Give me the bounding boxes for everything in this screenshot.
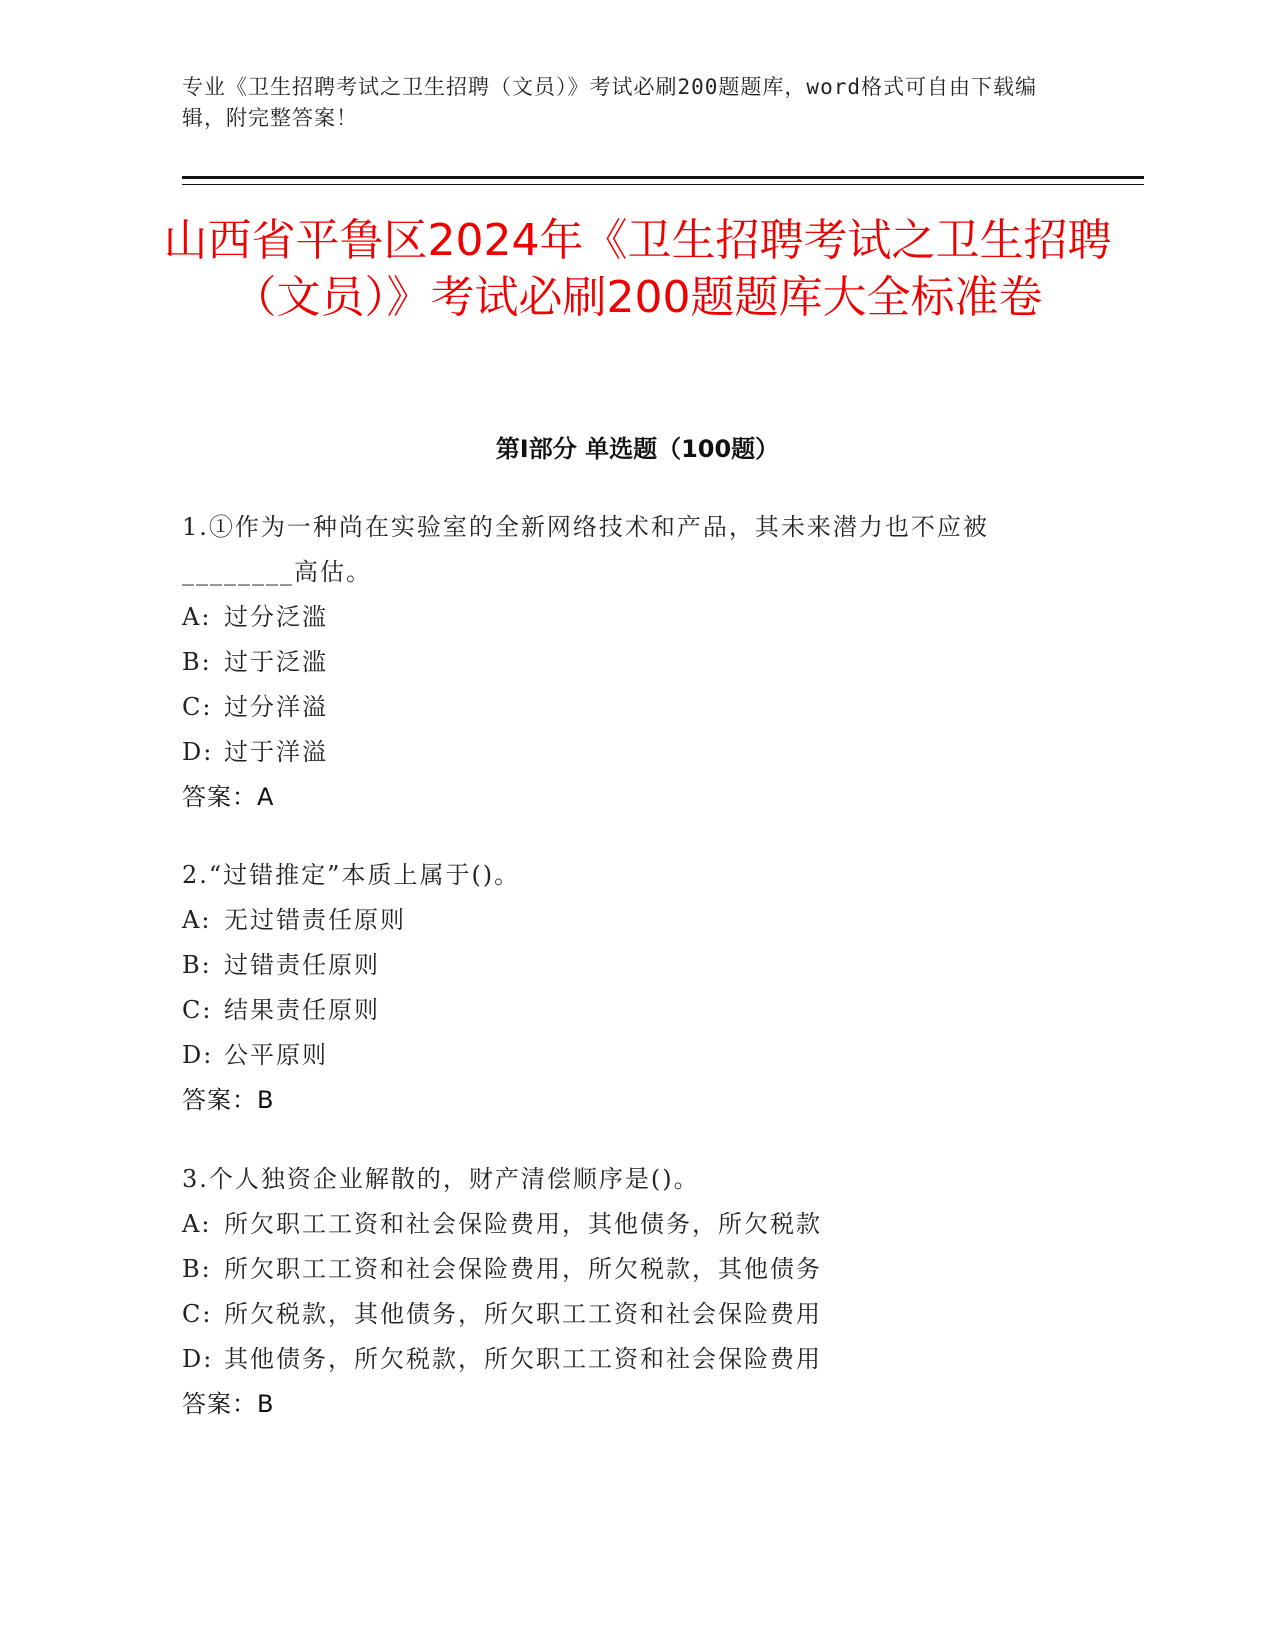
option-key: A:: [182, 906, 212, 934]
question-3: [182, 1157, 1062, 1427]
option-text: 公平原则: [224, 1041, 328, 1069]
option-c: [182, 988, 1062, 1033]
option-text: 过分泛滥: [224, 603, 328, 631]
option-text: 所欠职工工资和社会保险费用，其他债务，所欠税款: [224, 1210, 822, 1238]
header-rule-thin: [182, 184, 1144, 185]
option-c: [182, 685, 1062, 730]
option-key: D:: [182, 1041, 214, 1069]
header-note: 专业《卫生招聘考试之卫生招聘（文员）》考试必刷200题题库，word格式可自由下载编辑，附完整答案！: [182, 75, 1037, 130]
option-key: D:: [182, 738, 214, 766]
question-stem: [182, 1157, 1062, 1202]
option-d: [182, 1337, 1062, 1382]
option-a: [182, 1202, 1062, 1247]
option-key: A:: [182, 1210, 212, 1238]
question-text: 个人独资企业解散的，财产清偿顺序是()。: [208, 1165, 700, 1193]
question-text: “过错推定”本质上属于()。: [208, 861, 521, 889]
option-text: 过错责任原则: [224, 951, 380, 979]
option-key: D:: [182, 1345, 214, 1373]
section-heading: 第I部分 单选题（100题）: [495, 435, 780, 463]
option-b: [182, 943, 1062, 988]
option-b: [182, 640, 1062, 685]
answer: 答案：B: [182, 1390, 275, 1418]
option-text: 过分洋溢: [224, 693, 328, 721]
question-number: 1.: [182, 513, 209, 541]
option-text: 其他债务，所欠税款，所欠职工工资和社会保险费用: [224, 1345, 822, 1373]
option-key: B:: [182, 648, 212, 676]
answer: 答案：A: [182, 783, 275, 811]
option-key: A:: [182, 603, 212, 631]
option-b: [182, 1247, 1062, 1292]
header-rule-thick: [182, 176, 1144, 179]
option-text: 过于泛滥: [224, 648, 328, 676]
question-2: [182, 853, 1062, 1123]
option-d: [182, 730, 1062, 775]
question-text: ①作为一种尚在实验室的全新网络技术和产品，其未来潜力也不应被________高估。: [182, 513, 989, 586]
option-a: [182, 898, 1062, 943]
question-stem: [182, 853, 1062, 898]
option-key: B:: [182, 951, 212, 979]
option-a: [182, 595, 1062, 640]
option-key: B:: [182, 1255, 212, 1283]
option-key: C:: [182, 996, 213, 1024]
option-text: 所欠职工工资和社会保险费用，所欠税款，其他债务: [224, 1255, 822, 1283]
option-c: [182, 1292, 1062, 1337]
question-number: 2.: [182, 861, 209, 889]
question-1: [182, 505, 1062, 820]
answer: 答案：B: [182, 1086, 275, 1114]
option-text: 所欠税款，其他债务，所欠职工工资和社会保险费用: [224, 1300, 822, 1328]
option-key: C:: [182, 1300, 213, 1328]
document-title: 山西省平鲁区2024年《卫生招聘考试之卫生招聘（文员）》考试必刷200题题库大全标准卷: [163, 215, 1112, 323]
option-key: C:: [182, 693, 213, 721]
option-d: [182, 1033, 1062, 1078]
question-stem: [182, 505, 1062, 595]
option-text: 过于洋溢: [224, 738, 328, 766]
question-number: 3.: [182, 1165, 209, 1193]
option-text: 无过错责任原则: [224, 906, 406, 934]
option-text: 结果责任原则: [224, 996, 380, 1024]
